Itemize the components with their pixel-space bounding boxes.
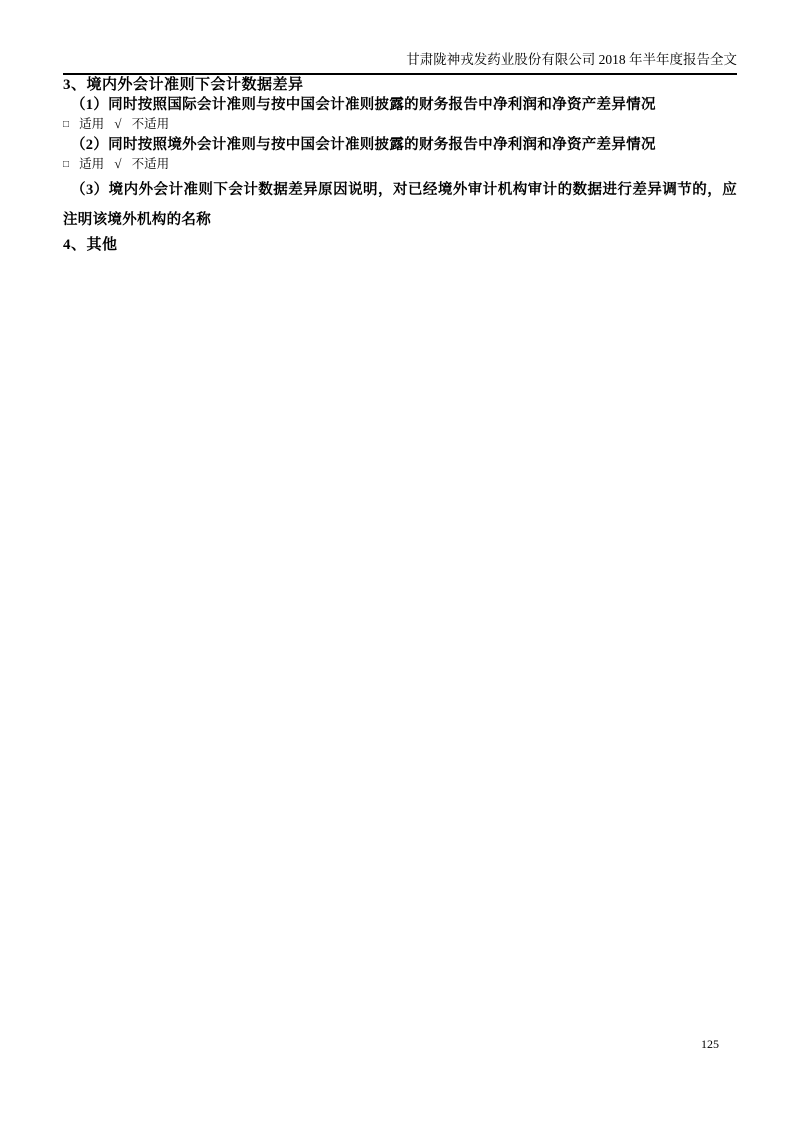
- page-header: [63, 0, 737, 75]
- applicability-line-2: [63, 155, 737, 175]
- applicability-line-1: [63, 115, 737, 135]
- checkmark-icon: √: [114, 156, 122, 171]
- header-title: 甘肃陇神戎发药业股份有限公司 2018 年半年度报告全文: [406, 52, 737, 67]
- checkbox-unchecked-icon: □: [63, 159, 70, 170]
- section-4-heading: 4、其他: [63, 237, 118, 253]
- section-3-item-3-text: （3）境内外会计准则下会计数据差异原因说明，对已经境外审计机构审计的数据进行差异调节的，应注明该境外机构的名称: [63, 182, 737, 228]
- checkbox-unchecked-icon: □: [63, 119, 70, 130]
- section-3-item-2-title: （2）同时按照境外会计准则与按中国会计准则披露的财务报告中净利润和净资产差异情况: [71, 137, 656, 153]
- section-3-heading: 3、境内外会计准则下会计数据差异: [63, 77, 304, 93]
- page-footer: [701, 1036, 719, 1052]
- applicable-label: 适用: [79, 157, 105, 171]
- not-applicable-label: 不适用: [131, 117, 170, 131]
- section-3-item-1-title: （1）同时按照国际会计准则与按中国会计准则披露的财务报告中净利润和净资产差异情况: [71, 97, 656, 113]
- page-number: 125: [701, 1037, 719, 1051]
- not-applicable-label: 不适用: [131, 157, 170, 171]
- page-content: [63, 75, 737, 255]
- checkmark-icon: √: [114, 116, 122, 131]
- applicable-label: 适用: [79, 117, 105, 131]
